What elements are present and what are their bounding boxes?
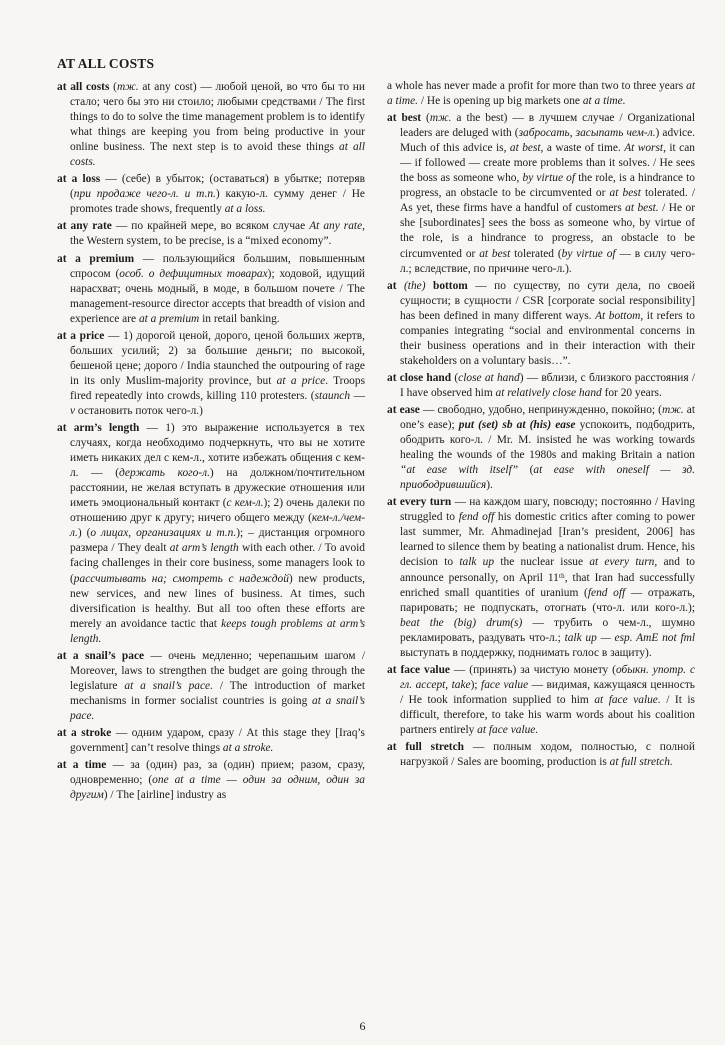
italic-text: тж.	[661, 403, 684, 416]
italic-text: at relatively close hand	[495, 386, 602, 399]
definition-text: выступать в поддержку, поднимать голос в защиту).	[400, 646, 652, 659]
definition-text: — отражать, парировать; не подпускать, отогнать (что-л. или кого-л.);	[400, 586, 695, 614]
italic-text: о лицах, организациях и т.п.	[90, 527, 237, 540]
italic-text: при продаже чего-л. и т.п.	[73, 188, 216, 201]
definition-text: — пользующийся большим, повышенным спросом (	[70, 252, 365, 280]
dictionary-entry-at-every-turn	[387, 495, 695, 661]
italic-text: держать кого-л.	[119, 467, 210, 480]
definition-text: the role, is a hindrance to progress, an obstacle to be circumvented or	[400, 172, 695, 200]
italic-text: close at hand	[458, 371, 520, 384]
definition-text: the nuclear issue	[494, 556, 590, 569]
definition-text: ) на должном/почтительном расстоянии, не желая вступать в дружеские отношения или иметь эмоциональный контакт (	[70, 467, 365, 510]
definition-text: , the Western system, to be precise, is a “mixed economy”.	[70, 220, 365, 248]
definition-text: успокоить, подбодрить, ободрить кого-л. / Mr. M. insisted he was working towards healing the wounds of the 1980s and making Britain a nation	[400, 419, 695, 462]
definition-text: — в силу чего-л.; вследствие, по причине чего-л.).	[400, 247, 695, 275]
definition-text: tolerated (	[510, 247, 562, 260]
headword: at best	[387, 112, 422, 125]
definition-text: ) advice. Much of this advice is,	[400, 127, 695, 155]
dictionary-entry-at-the-bottom	[387, 279, 695, 369]
definition-text: at one’s ease);	[400, 403, 696, 432]
definition-text: ); – дистанция огромного размера / They dealt	[70, 527, 365, 555]
phrase-bold-italic: put (set) sb at (his) ease	[458, 419, 576, 432]
right-column	[387, 79, 695, 772]
definition-text: — полным ходом, полностью, с полной нагрузкой / Sales are booming, production is	[400, 741, 695, 769]
definition-text: — по существу, по сути дела, по своей сущности; в сущности / CSR [corporate social responsibility] has been defined in many different ways.	[400, 279, 696, 322]
definition-text: — трубить о чем-л., шумно рекламировать, раздувать что-л.;	[400, 616, 696, 644]
italic-text: at best,	[509, 142, 544, 155]
dictionary-entry-at-ease	[387, 403, 695, 493]
definition-text: (	[109, 81, 117, 93]
dictionary-entry-at-close-hand	[387, 371, 695, 401]
headword: at arm’s length	[57, 422, 140, 435]
definition-text: it refers to companies integrating “social and environmental concerns in their business operations and in their interaction with their stakeholders on a voluntary basis…”.	[400, 309, 695, 367]
italic-text: особ. о дефицитных товарах	[119, 267, 268, 280]
definition-text: — (принять) за чистую монету (	[449, 663, 616, 676]
headword: at face value	[387, 663, 450, 676]
italic-text: by virtue of	[522, 172, 576, 185]
definition-text: — 1) дорогой ценой, дорого, ценой больших жертв, больших усилий; 2) за большие деньги; по высокой, бешеной цене; дорого / India staunched the outpouring of rage in its only Muslim-majority province, but	[70, 329, 366, 387]
italic-text: fend off	[458, 511, 495, 524]
definition-text: and to announce personally, on April 11ᵗʰ, that Iran had successfully enriched small quantities of uranium (	[400, 556, 696, 599]
italic-text: at arm’s length	[169, 542, 239, 555]
definition-text: остановить поток чего-л.)	[75, 404, 203, 417]
headword: at a stroke	[57, 726, 112, 739]
headword: at close hand	[387, 371, 452, 384]
italic-text: тж.	[116, 81, 139, 93]
definition-text: ) — вблизи, с близкого расстояния / I have observed him	[400, 371, 695, 399]
italic-text: At bottom,	[595, 309, 644, 322]
definition-text: ).	[486, 479, 493, 492]
italic-text: at a premium	[138, 312, 200, 325]
italic-text: тж.	[429, 112, 452, 125]
italic-text: at best	[479, 247, 511, 260]
definition-text: tolerated. / As yet, these firms have a handful of customers	[400, 187, 695, 215]
italic-text: at a stroke.	[222, 742, 274, 755]
definition-text: (	[421, 112, 430, 125]
left-column	[57, 80, 365, 805]
headword: at a loss	[57, 173, 101, 186]
dictionary-entry-at-a-time-cont	[387, 79, 695, 109]
italic-text: at a price	[276, 374, 326, 387]
headword: at	[387, 279, 404, 292]
definition-text: — видимая, кажущаяся ценность / He took information supplied to him	[400, 678, 695, 706]
italic-text: at face value.	[594, 693, 661, 706]
italic-text: at a time.	[387, 80, 695, 108]
headword: bottom	[425, 279, 468, 292]
italic-text: at a loss.	[224, 203, 266, 216]
dictionary-entry-at-a-premium	[57, 252, 365, 327]
italic-text: staunch	[314, 389, 351, 402]
italic-text: “at ease with itself”	[400, 464, 519, 477]
italic-text: at ease with oneself — зд. приободрившийся	[400, 464, 695, 492]
italic-text: beat the (big) drum(s)	[400, 616, 523, 629]
headword: at a snail’s pace	[57, 649, 145, 662]
definition-text: — одним ударом, сразу / At this stage they [Iraq’s government] can’t resolve things	[70, 726, 365, 755]
italic-text: рассчитывать на; смотреть с надеждой	[73, 572, 289, 585]
headword: at a time	[57, 759, 107, 772]
definition-text: —	[350, 389, 365, 402]
italic-text: At any rate	[309, 220, 363, 233]
italic-text: keeps tough problems at arm’s length.	[70, 617, 366, 645]
italic-text: с кем-л.	[226, 497, 264, 510]
definition-text: — на каждом шагу, повсюду; постоянно / Having struggled to	[400, 496, 695, 524]
italic-text: by virtue of	[561, 247, 616, 260]
dictionary-entry-at-a-time	[57, 758, 365, 803]
italic-text: обыкн. употр. с гл. accept, take	[400, 663, 696, 691]
italic-text: talk up — esp. AmE not fml	[564, 631, 696, 644]
headword: at any rate	[57, 220, 112, 233]
definition-text: with each other. / To avoid facing challenges in their core business, some managers look to (	[70, 542, 365, 585]
dictionary-entry-at-a-stroke	[57, 726, 365, 756]
italic-text: v	[70, 404, 76, 417]
headword: at full stretch	[387, 741, 464, 754]
italic-text: at best.	[625, 202, 659, 215]
definition-text: );	[470, 678, 482, 691]
definition-text: (	[451, 371, 459, 384]
definition-text: / He or she [subordinates] sees the boss as someone who, by virtue of the role, is a hindrance to progress, an obstacle to be circumvented or	[400, 202, 695, 260]
dictionary-entry-at-all-costs	[57, 80, 365, 170]
headword: at all costs	[57, 81, 110, 93]
definition-text: ) какую-л. сумму денег / He promotes trade shows, frequently	[70, 188, 365, 216]
italic-text: at a snail’s pace.	[124, 679, 213, 692]
definition-text: — свободно, удобно, непринужденно, покойно; (	[419, 403, 662, 416]
italic-text: At worst,	[624, 142, 666, 155]
italic-text: one at a time — один за одним, один за другим	[70, 774, 365, 802]
italic-text: (the)	[403, 279, 426, 292]
definition-text: a whole has never made a profit for more than two to three years	[387, 80, 687, 92]
dictionary-entry-at-face-value	[387, 663, 695, 738]
italic-text: at face value.	[477, 723, 539, 736]
headword: at every turn	[387, 496, 452, 509]
definition-text: — 1) это выражение используется в тех случаях, когда необходимо подчеркнуть, что вы не хотите иметь никаких дел с кем-л., хотите избежать общения с кем-л. — (	[70, 422, 365, 480]
definition-text: ) (	[77, 527, 91, 540]
dictionary-entry-at-best	[387, 111, 695, 277]
definition-text: a the best) — в лучшем случае / Organizational leaders are deluged with (	[400, 112, 695, 140]
headword: at a price	[57, 329, 105, 342]
italic-text: at full stretch.	[609, 756, 673, 769]
definition-text: — (себе) в убыток; (оставаться) в убытке; потеряв (	[70, 173, 365, 201]
italic-text: at a time.	[582, 95, 626, 108]
italic-text: at every turn,	[589, 556, 658, 569]
definition-text: . Troops fired repeatedly into crowds, killing 110 protesters. (	[70, 374, 365, 402]
italic-text: face value	[481, 678, 529, 691]
definition-text: (	[518, 464, 534, 477]
headword: at a premium	[57, 252, 135, 265]
definition-text: ); ходовой, идущий нарасхват; очень модный, в моде, в большом почете / The management-resource director accepts that breadth of vision and experience are	[70, 267, 366, 325]
page-number: 6	[359, 1019, 366, 1033]
definition-text: at any cost) — любой ценой, во что бы то ни стало; чего бы это ни стоило; любыми средствами / The first things to do to solve the time management problem is to identify what things are keeping you from being productive in your online business. The next step is to avoid these things	[70, 81, 365, 154]
definition-text: a waste of time.	[543, 142, 625, 155]
definition-text: — по крайней мере, во всяком случае	[111, 220, 310, 233]
italic-text: talk up	[459, 556, 495, 569]
section-heading: AT ALL COSTS	[57, 56, 155, 71]
definition-text: ) / The [airline] industry as	[103, 789, 227, 802]
dictionary-entry-at-a-loss	[57, 172, 365, 217]
italic-text: забросать, засыпать чем-л.	[518, 127, 656, 140]
definition-text: / The introduction of market mechanisms in former socialist countries is going	[70, 679, 366, 707]
definition-text: his domestic critics after coming to power last summer, Mr. Ahmadinejad [Iran’s president, 2006] has learned to silence them by beating a nationalist drum. Hence, his decision to	[400, 511, 696, 569]
italic-text: at a snail’s pace.	[70, 694, 365, 722]
definition-text: — за (один) раз, за (один) прием; разом, сразу, одновременно; (	[70, 759, 365, 787]
definition-text: ) new products, new services, and new lines of business. At times, such diversification is healthy. But all too often these efforts are merely an avoidance tactic that	[70, 572, 365, 630]
definition-text: for 20 years.	[601, 386, 662, 399]
italic-text: at best	[609, 187, 641, 200]
dictionary-entry-at-any-rate	[57, 219, 365, 249]
definition-text: it can — if followed — create more problems than it solves. / He sees the boss as someone who,	[400, 142, 695, 185]
dictionary-entry-at-a-price	[57, 329, 365, 419]
italic-text: кем-л./чем-л.	[70, 512, 365, 540]
dictionary-entry-at-arms-length	[57, 421, 365, 647]
definition-text: / It is difficult, therefore, to take his warm words about his coalition partners entirely	[400, 693, 695, 736]
dictionary-entry-at-full-stretch	[387, 740, 695, 770]
definition-text: ); 2) очень далеки по отношению друг к другу; ничего общего между (	[70, 497, 365, 525]
definition-text: — очень медленно; черепашьим шагом / Moreover, laws to strengthen the budget are going through the legislature	[70, 649, 365, 692]
headword: at ease	[387, 403, 420, 416]
definition-text: in retail banking.	[199, 312, 280, 325]
italic-text: at all costs.	[70, 141, 365, 169]
italic-text: fend off	[587, 586, 626, 599]
dictionary-entry-at-a-snails-pace	[57, 649, 365, 724]
definition-text: / He is opening up big markets one	[418, 95, 583, 108]
